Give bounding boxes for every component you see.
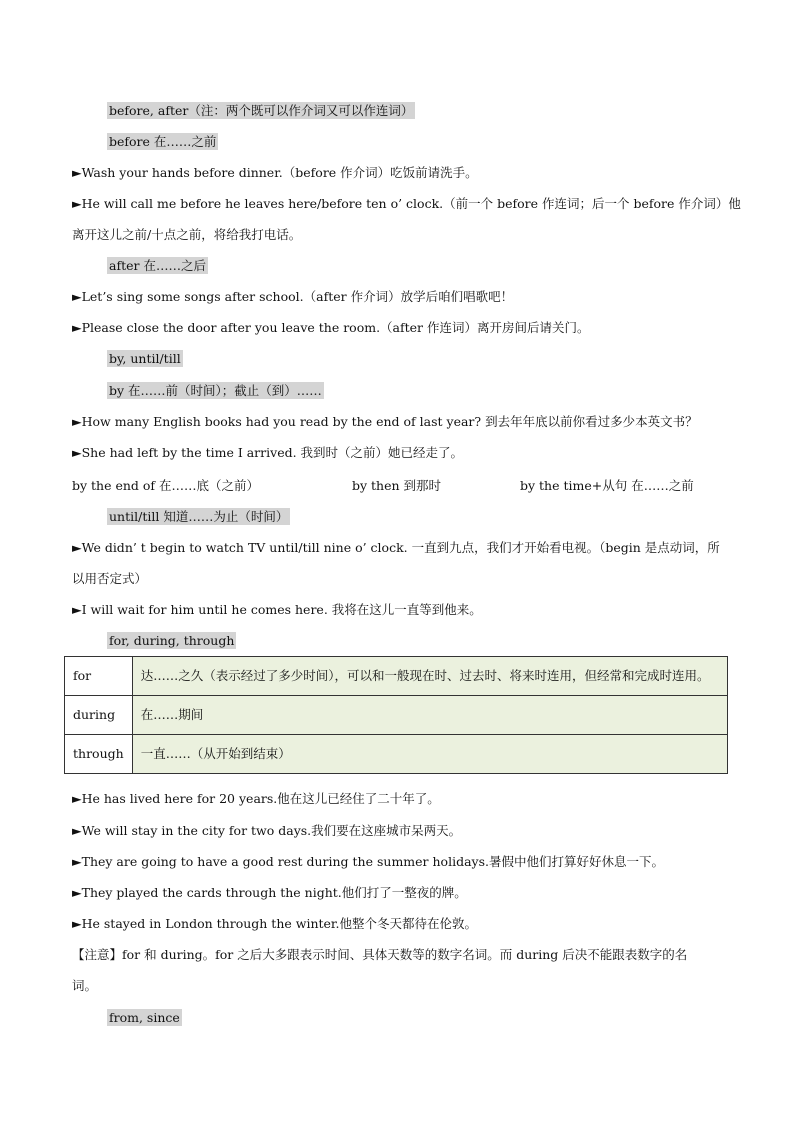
example-line: ►Wash your hands before dinner.（before 作介词）吃饭前请洗手。 <box>72 165 478 180</box>
definition-table <box>64 656 728 774</box>
table-key: during <box>65 696 133 735</box>
heading-by-until: by, until/till <box>109 351 181 366</box>
heading-until: until/till 知道……为止（时间） <box>109 509 289 524</box>
example-line: ►Let’s sing some songs after school.（after 作介词）放学后咱们唱歌吧！ <box>72 289 514 304</box>
heading-before-after: before, after（注：两个既可以作介词又可以作连词） <box>109 103 414 118</box>
example-line: ►How many English books had you read by the end of last year? 到去年年底以前你看过多少本英文书？ <box>72 414 698 429</box>
table-key: for <box>65 657 133 696</box>
phrase-by-the-end: by the end of 在……底（之前） <box>72 478 260 493</box>
example-line-cont: 离开这儿之前/十点之前，将给我打电话。 <box>72 227 302 242</box>
heading-for-during-through: for, during, through <box>109 633 235 648</box>
heading-after: after 在……之后 <box>109 258 206 273</box>
table-row <box>65 696 728 735</box>
heading-from-since: from, since <box>109 1010 180 1025</box>
phrase-by-then: by then 到那时 <box>352 478 442 493</box>
example-line: ►I will wait for him until he comes here. 我将在这儿一直等到他来。 <box>72 602 482 617</box>
example-line: ►They are going to have a good rest during the summer holidays.暑假中他们打算好好休息一下。 <box>72 854 664 869</box>
table-row <box>65 735 728 774</box>
example-line: ►He will call me before he leaves here/before ten o’ clock.（前一个 before 作连词；后一个 before 作介词）他 <box>72 196 741 211</box>
example-line: ►He stayed in London through the winter.他整个冬天都待在伦敦。 <box>72 916 477 931</box>
heading-by: by 在……前（时间）；截止（到）…… <box>109 383 322 398</box>
note-line: 【注意】for 和 during。for 之后大多跟表示时间、具体天数等的数字名词。而 during 后决不能跟表数字的名 <box>72 947 688 962</box>
example-line: ►Please close the door after you leave the room.（after 作连词）离开房间后请关门。 <box>72 320 590 335</box>
example-line: ►We will stay in the city for two days.我们要在这座城市呆两天。 <box>72 823 462 838</box>
example-line: ►We didn’ t begin to watch TV until/till nine o’ clock. 一直到九点，我们才开始看电视。（begin 是点动词，所 <box>72 540 720 555</box>
table-row <box>65 657 728 696</box>
table-key: through <box>65 735 133 774</box>
phrase-by-the-time: by the time+从句 在……之前 <box>520 478 694 493</box>
example-line: ►They played the cards through the night.他们打了一整夜的牌。 <box>72 885 467 900</box>
table-value: 在……期间 <box>132 696 727 735</box>
table-value: 一直……（从开始到结束） <box>132 735 727 774</box>
example-line-cont: 以用否定式） <box>72 571 148 586</box>
table-value: 达……之久（表示经过了多少时间），可以和一般现在时、过去时、将来时连用，但经常和完成时连用。 <box>132 657 727 696</box>
example-line: ►He has lived here for 20 years.他在这儿已经住了二十年了。 <box>72 791 440 806</box>
example-line: ►She had left by the time I arrived. 我到时（之前）她已经走了。 <box>72 445 464 460</box>
note-line-cont: 词。 <box>72 978 98 993</box>
heading-before: before 在……之前 <box>109 134 217 149</box>
